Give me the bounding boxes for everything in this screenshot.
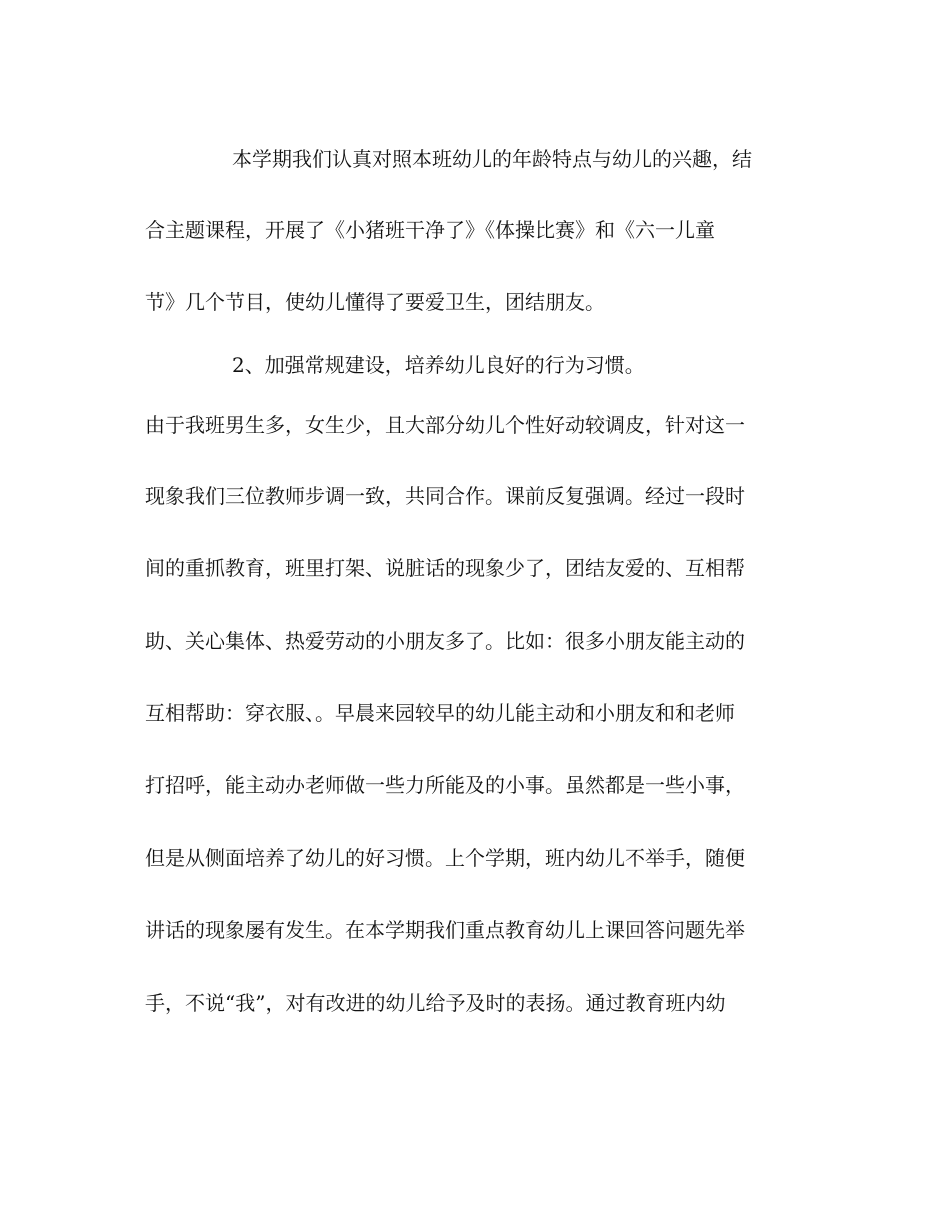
paragraph-line: 合主题课程，开展了《小猪班干净了》《体操比赛》和《六一儿童 bbox=[145, 218, 715, 242]
paragraph-line: 助、关心集体、热爱劳动的小朋友多了。比如：很多小朋友能主动的 bbox=[145, 629, 745, 653]
paragraph-line: 讲话的现象屡有发生。在本学期我们重点教育幼儿上课回答问题先举 bbox=[145, 918, 745, 942]
paragraph-line: 由于我班男生多，女生少，且大部分幼儿个性好动较调皮，针对这一 bbox=[145, 413, 745, 437]
paragraph-line: 但是从侧面培养了幼儿的好习惯。上个学期，班内幼儿不举手，随便 bbox=[145, 846, 745, 870]
paragraph-line: 手，不说“我”，对有改进的幼儿给予及时的表扬。通过教育班内幼 bbox=[145, 991, 726, 1015]
paragraph-line: 互相帮助：穿衣服、。早晨来园较早的幼儿能主动和小朋友和和老师 bbox=[145, 701, 735, 725]
paragraph-line: 本学期我们认真对照本班幼儿的年龄特点与幼儿的兴趣，结 bbox=[232, 147, 752, 171]
paragraph-line: 打招呼，能主动办老师做一些力所能及的小事。虽然都是一些小事， bbox=[145, 773, 745, 797]
paragraph-line: 节》几个节目，使幼儿懂得了要爱卫生，团结朋友。 bbox=[145, 290, 605, 314]
paragraph-line: 现象我们三位教师步调一致，共同合作。课前反复强调。经过一段时 bbox=[145, 484, 745, 508]
paragraph-line: 间的重抓教育，班里打架、说脏话的现象少了，团结友爱的、互相帮 bbox=[145, 556, 745, 580]
section-heading: 2、加强常规建设，培养幼儿良好的行为习惯。 bbox=[232, 353, 645, 377]
